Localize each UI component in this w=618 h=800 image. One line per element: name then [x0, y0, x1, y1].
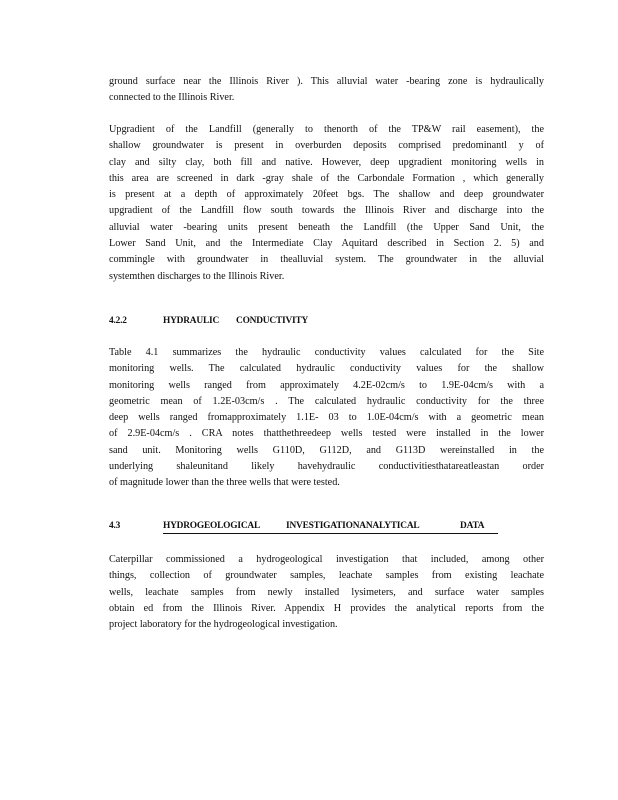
text-line: this area are screened in dark -gray shale of the Carbondale Formation , which generally — [109, 172, 544, 184]
section-title-word: DATA — [460, 521, 485, 531]
text-line: Caterpillar commissioned a hydrogeological investigation that included, among other — [109, 554, 544, 565]
text-line: geometric mean of 1.2E-03cm/s . The calculated hydraulic conductivity for the three — [109, 395, 544, 407]
paragraph-hydraulic-conductivity — [109, 345, 544, 492]
section-heading-4-2-2 — [109, 316, 409, 328]
text-line: project laboratory for the hydrogeological investigation. — [109, 619, 338, 631]
text-line: deep wells ranged fromapproximately 1.1E- 03 to 1.0E-04cm/s with a geometric mean — [109, 412, 544, 424]
text-line: monitoring wells. The calculated hydraulic conductivity values for the shallow — [109, 363, 544, 375]
text-line: wells, leachate samples from newly installed lysimeters, and surface water samples — [109, 586, 544, 598]
text-line: commingle with groundwater in thealluvial system. The groundwater in the alluvial — [109, 254, 544, 266]
text-line: upgradient of the Landfill flow south towards the Illinois River and discharge into the — [109, 205, 544, 217]
section-title-word: HYDROGEOLOGICAL — [163, 521, 261, 531]
text-line: connected to the Illinois River. — [109, 92, 235, 104]
section-number: 4.2.2 — [109, 316, 127, 326]
section-heading-4-3 — [109, 521, 509, 535]
text-line: Lower Sand Unit, and the Intermediate Clay Aquitard described in Section 2. 5) and — [109, 238, 544, 250]
text-line: things, collection of groundwater samples, leachate samples from existing leachate — [109, 570, 544, 582]
text-line: obtain ed from the Illinois River. Appendix H provides the analytical reports from the — [109, 602, 544, 614]
text-line: underlying shaleunitand likely havehydraulic conductivitiesthatareatleastan order — [109, 461, 544, 473]
text-line: Upgradient of the Landfill (generally to thenorth of the TP&W rail easement), the — [109, 124, 544, 135]
paragraph-hydrogeological-investigation — [109, 552, 544, 633]
text-line: of magnitude lower than the three wells that were tested. — [109, 477, 340, 489]
text-line: ground surface near the Illinois River ). This alluvial water -bearing zone is hydraulically — [109, 76, 544, 87]
text-line: clay and silty clay, both fill and native. However, deep upgradient monitoring wells in — [109, 156, 544, 168]
text-line: shallow groundwater is present in overburden deposits comprised predominantl y of — [109, 140, 544, 152]
section-title-word: HYDRAULIC — [163, 316, 220, 326]
section-number: 4.3 — [109, 521, 121, 531]
text-line: is present at a depth of approximately 20feet bgs. The shallow and deep groundwater — [109, 189, 544, 201]
text-line: monitoring wells ranged from approximately 4.2E-02cm/s to 1.9E-04cm/s with a — [109, 379, 544, 391]
text-line: systemthen discharges to the Illinois River. — [109, 270, 285, 282]
text-line: Table 4.1 summarizes the hydraulic conductivity values calculated for the Site — [109, 347, 544, 358]
paragraph-alluvial-zone — [109, 74, 544, 107]
text-line: alluvial water -bearing units present beneath the Landfill (the Upper Sand Unit, the — [109, 221, 544, 233]
paragraph-upgradient-groundwater — [109, 122, 544, 285]
section-title-word: INVESTIGATIONANALYTICAL — [286, 521, 420, 531]
text-line: of 2.9E-04cm/s . CRA notes thatthethreedeep wells tested were installed in the lower — [109, 428, 544, 440]
text-line: sand unit. Monitoring wells G110D, G112D, and G113D wereinstalled in the — [109, 444, 544, 456]
heading-underline — [163, 533, 498, 534]
section-title-word: CONDUCTIVITY — [236, 316, 309, 326]
